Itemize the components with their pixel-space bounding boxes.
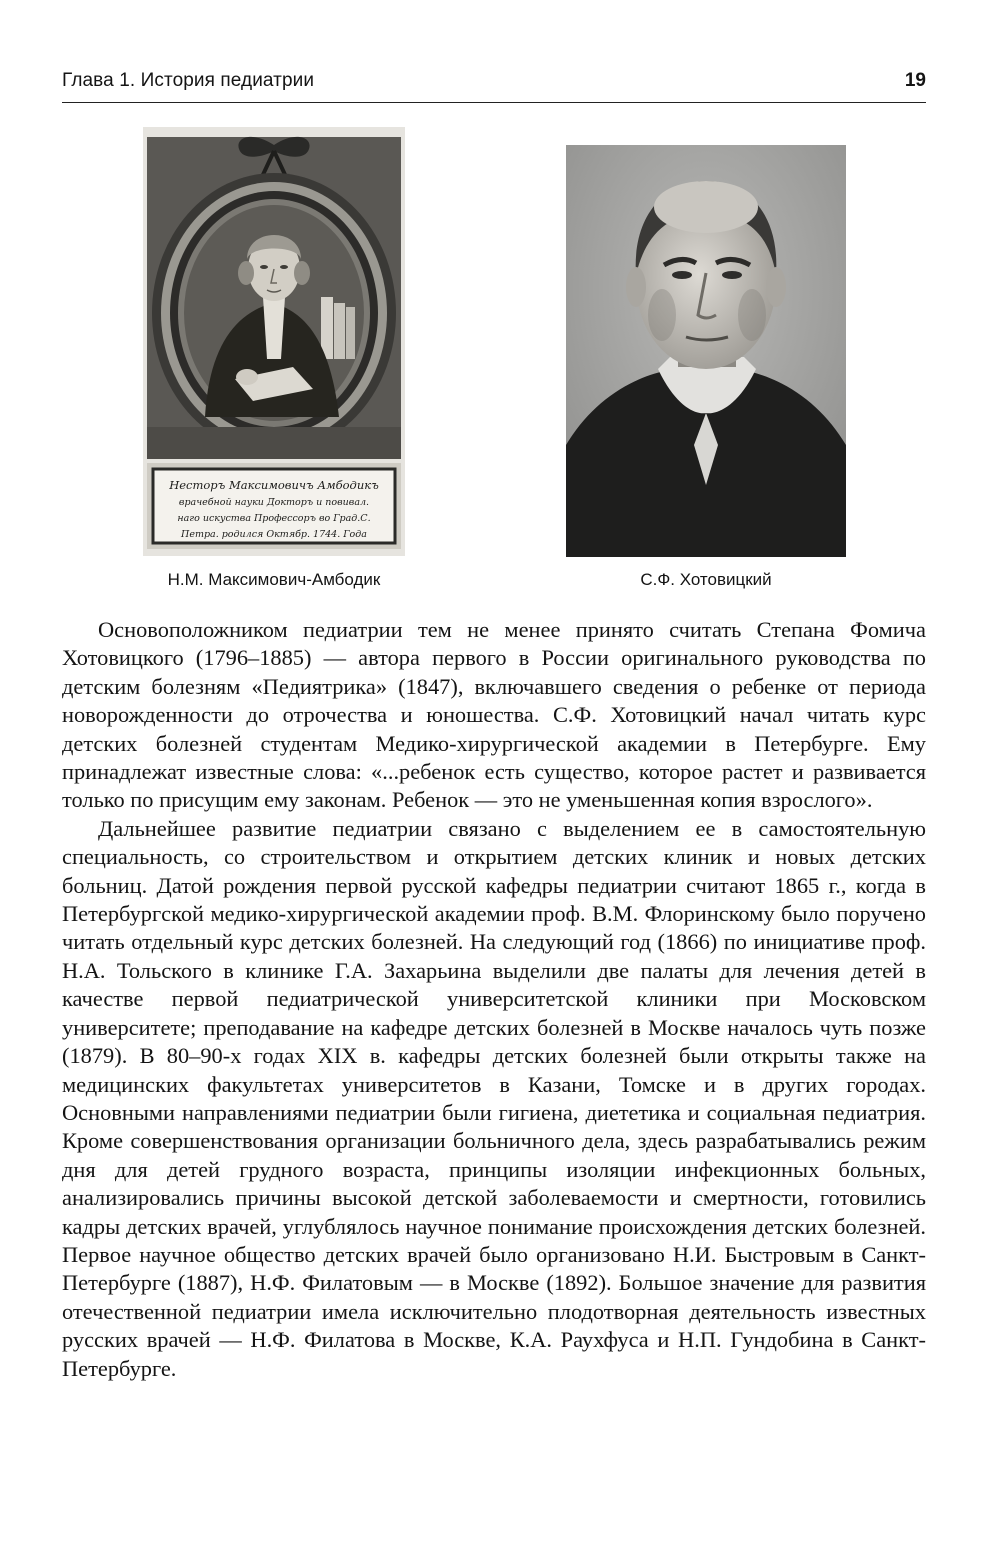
paragraph-2: Дальнейшее развитие педиатрии связано с выделением ее в самостоятельную специальность, со строительством и открытием детских клиник и новых детских больниц. Датой рождения первой русской кафедры педиатрии считают 1865 г., когда в Петербургской медико-хирургической академии проф. В.М. Флоринскому было поручено читать отдельный курс детских болезней. На следующий год (1866) по инициативе проф. Н.А. Тольского в клинике Г.А. Захарьина выделили две палаты для лечения детей в качестве первой педиатрической университетской клиники при Московском университете; преподавание на кафедре детских болезней в Москве началось чуть позже (1879). В 80–90-х годах XIX в. кафедры детских болезней были открыты также на медицинских факультетах университетов в Казани, Томске и в других городах. Основными направлениями педиатрии были гигиена, диететика и социальная педиатрия. Кроме совершенствования организации больничного дела, здесь разрабатывались режим дня для детей грудного возраста, принципы изоляции инфекционных больных, анализировались причины высокой детской заболеваемости и смертности, готовились кадры детских врачей, углублялось научное понимание происхождения детских болезней. Первое научное общество детских врачей было организовано Н.И. Быстровым в Санкт-Петербурге (1887), Н.Ф. Филатовым — в Москве (1892). Большое значение для развития отечественной педиатрии имела исключительно плодотворная деятельность известных русских врачей — Н.Ф. Филатова в Москве, К.А. Раухфуса и Н.П. Гундобина в Санкт-Петербурге. [62, 815, 926, 1381]
caption-maksimovich-ambodik: Н.М. Максимович-Амбодик [167, 570, 381, 589]
paragraph-1: Основоположником педиатрии тем не менее принято считать Степана Фомича Хотовицкого (1796–1885) — автора первого в России оригинального руководства по детским болезням «Педиятрика» (1847), включавшего сведения о ребенке от периода новорожденности до отрочества и юношества. С.Ф. Хотовицкий начал читать курс детских болезней студентам Медико-хирургической академии в Петербурге. Ему принадлежат известные слова: «...ребенок есть существо, которое растет и развивается только по присущим ему законам. Ребенок — это не уменьшенная копия взрослого». [62, 617, 926, 813]
caption-khotovitsky: С.Ф. Хотовицкий [640, 570, 772, 589]
inscription-line-3: наго искуства Профессоръ во Град.С. [177, 513, 371, 524]
portrait-maksimovich-ambodik [143, 127, 405, 556]
page-number: 19 [904, 70, 926, 91]
chapter-title: Глава 1. История педиатрии [62, 70, 315, 91]
inscription-line-2: врачебной науки Докторъ и повивал. [178, 497, 370, 508]
inscription-line-4: Петра. родился Октябр. 1744. Года [181, 529, 367, 540]
portrait-khotovitsky [566, 145, 846, 557]
inscription-line-1: Несторъ Максимовичъ Амбодикъ [169, 478, 379, 492]
running-header [62, 68, 926, 103]
body-text [62, 616, 926, 1383]
